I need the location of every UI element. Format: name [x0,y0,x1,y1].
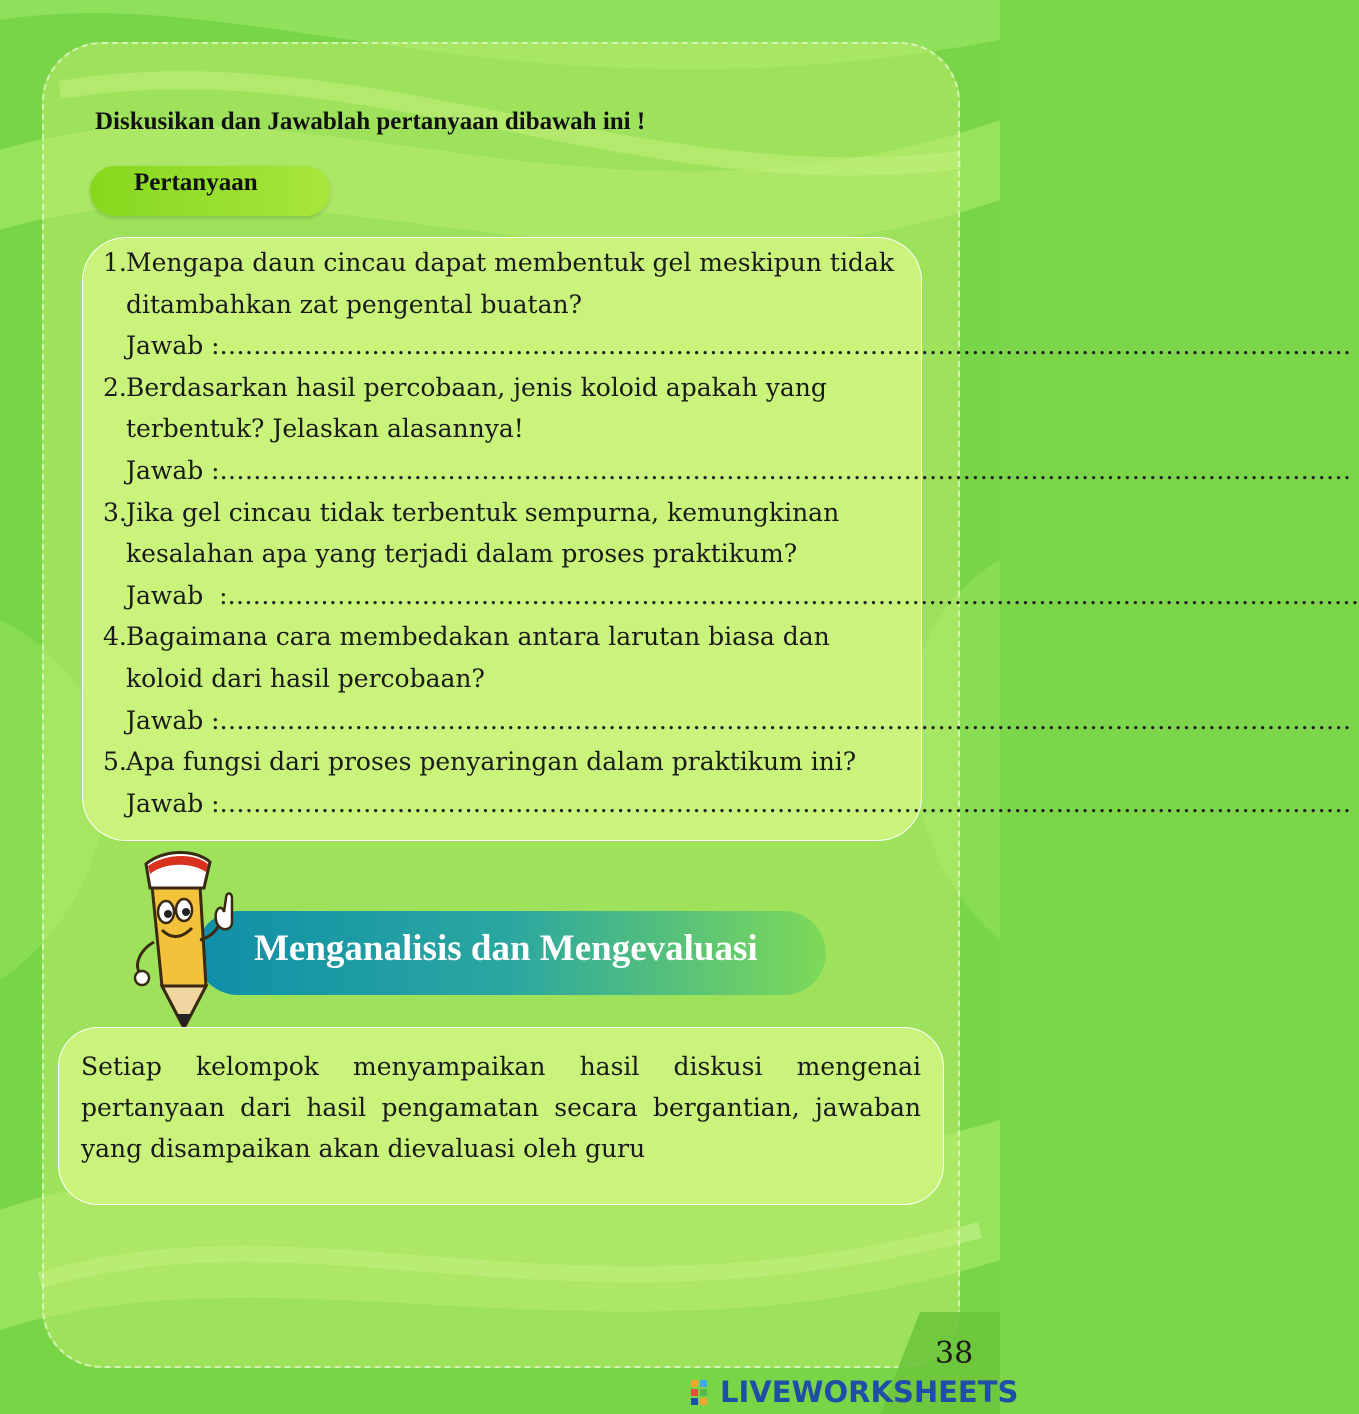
evaluation-text: Setiap kelompok menyampaikan hasil diskusi mengenai pertanyaan dari hasil pengamatan secara bergantian, jawaban yang disampaikan akan dievaluasi oleh guru [81,1052,921,1163]
question-3-line-2: kesalahan apa yang terjadi dalam proses praktikum? [126,539,798,569]
brand-name: LIVEWORKSHEETS [720,1375,1019,1409]
questions-box [82,237,1359,841]
question-2-line-1: 2.Berdasarkan hasil percobaan, jenis koloid apakah yang [103,372,827,402]
answer-field-1[interactable]: Jawab : ...................................................................................................................................... [126,331,1352,361]
question-1-line-1: 1.Mengapa daun cincau dapat membentuk gel meskipun tidak [103,248,894,277]
brand-logo[interactable] [690,1374,1018,1410]
answer-field-5[interactable]: Jawab : ...................................................................................................................................... [126,788,1352,818]
question-5-line-1: 5.Apa fungsi dari proses penyaringan dalam praktikum ini? [103,747,857,777]
section-label-pill [90,166,330,216]
section-label: Pertanyaan [134,169,258,196]
answer-field-2[interactable]: Jawab : ...................................................................................................................................... [126,455,1352,485]
pencil-mascot-icon [122,846,252,1036]
answer-field-4[interactable]: Jawab : ...................................................................................................................................... [126,705,1352,735]
question-3-line-1: 3.Jika gel cincau tidak terbentuk sempurna, kemungkinan [103,497,840,527]
question-2-line-2: terbentuk? Jelaskan alasannya! [126,414,524,444]
question-1-line-2: ditambahkan zat pengental buatan? [126,289,582,319]
page-number: 38 [935,1336,974,1371]
question-4-line-1: 4.Bagaimana cara membedakan antara larutan biasa dan [103,622,830,652]
evaluation-box [58,1027,944,1205]
question-4-line-2: koloid dari hasil percobaan? [126,663,485,693]
liveworksheets-logo-icon [690,1378,718,1406]
answer-field-3[interactable]: Jawab : ...................................................................................................................................... [126,580,1359,610]
question-list [103,242,1359,824]
banner-title: Menganalisis dan Mengevaluasi [254,928,758,969]
section-banner [196,911,826,995]
instruction-text: Diskusikan dan Jawablah pertanyaan dibawah ini ! [95,108,646,135]
